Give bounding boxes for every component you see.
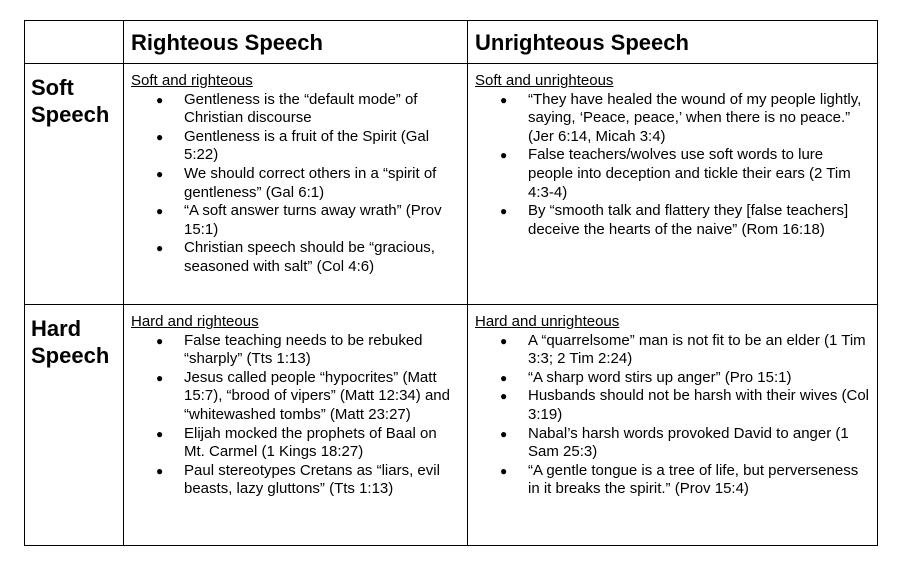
bullet-icon: ●: [500, 333, 508, 348]
bullet-list: [131, 91, 461, 277]
cell-subheading: Soft and unrighteous: [475, 72, 614, 89]
bullet-icon: ●: [156, 92, 164, 107]
column-header-righteous: [124, 21, 468, 64]
cell-subheading: Hard and righteous: [131, 313, 259, 330]
bullet-icon: ●: [156, 370, 164, 385]
cell-subheading: Soft and righteous: [131, 72, 253, 89]
column-header-label: Righteous Speech: [131, 30, 323, 55]
bullet-icon: ●: [156, 204, 164, 219]
list-item: ● Nabal’s harsh words provoked David to anger (1 Sam 25:3): [500, 424, 849, 461]
cell-subheading: Hard and unrighteous: [475, 313, 620, 330]
list-item: ● Gentleness is the “default mode” of Christian discourse: [156, 90, 418, 127]
bullet-icon: ●: [156, 129, 164, 144]
cell-content: [124, 64, 467, 277]
column-header-unrighteous: [468, 21, 878, 64]
bullet-list: [475, 332, 871, 499]
bullet-icon: ●: [500, 463, 508, 478]
bullet-icon: ●: [500, 148, 508, 163]
column-header-label: Unrighteous Speech: [475, 30, 689, 55]
cell-content: [124, 305, 467, 499]
cell-content: [468, 64, 877, 239]
cell-soft-righteous: [124, 64, 468, 305]
bullet-icon: ●: [500, 389, 508, 404]
corner-cell: [25, 21, 124, 64]
cell-content: [468, 305, 877, 499]
bullet-icon: ●: [156, 333, 164, 348]
bullet-list: [475, 91, 871, 240]
bullet-icon: ●: [156, 426, 164, 441]
list-item: ● False teaching needs to be rebuked “sharply” (Tts 1:13): [156, 331, 423, 368]
speech-comparison-table: [24, 20, 878, 546]
list-item: ● “A soft answer turns away wrath” (Prov 15:1): [156, 202, 442, 238]
hard-speech-row: [25, 305, 878, 546]
list-item: ● Paul stereotypes Cretans as “liars, evil beasts, lazy gluttons” (Tts 1:13): [156, 461, 440, 498]
bullet-icon: ●: [156, 166, 164, 181]
list-item: ● A “quarrelsome” man is not fit to be an elder (1 Tim 3:3; 2 Tim 2:24): [500, 331, 866, 368]
bullet-list: [131, 332, 461, 499]
row-header-hard: [25, 305, 124, 546]
row-header-label: Soft Speech: [31, 75, 110, 127]
bullet-icon: ●: [500, 426, 508, 441]
cell-soft-unrighteous: [468, 64, 878, 305]
list-item: ● “They have healed the wound of my people lightly, saying, ‘Peace, peace,’ when there is no peace.” (Jer 6:14, Micah 3:4): [500, 90, 862, 145]
list-item: ● “A gentle tongue is a tree of life, but perverseness in it breaks the spirit.” (Prov 15:4): [500, 461, 859, 498]
list-item: ● Christian speech should be “gracious, seasoned with salt” (Col 4:6): [156, 239, 435, 275]
list-item: ● “A sharp word stirs up anger” (Pro 15:1): [500, 368, 792, 386]
list-item: ● We should correct others in a “spirit of gentleness” (Gal 6:1): [156, 164, 437, 201]
soft-speech-row: [25, 64, 878, 305]
bullet-icon: ●: [156, 463, 164, 478]
list-item: ● Elijah mocked the prophets of Baal on Mt. Carmel (1 Kings 18:27): [156, 424, 437, 461]
list-item: ● Jesus called people “hypocrites” (Matt 15:7), “brood of vipers” (Matt 12:34) and “whitewashed tombs” (Matt 23:27): [156, 368, 450, 423]
bullet-icon: ●: [500, 370, 508, 385]
list-item: ● By “smooth talk and flattery they [false teachers] deceive the hearts of the naive” (Rom 16:18): [500, 202, 849, 238]
header-row: [25, 21, 878, 64]
list-item: ● Gentleness is a fruit of the Spirit (Gal 5:22): [156, 127, 430, 164]
row-header-label: Hard Speech: [31, 316, 110, 368]
cell-hard-righteous: [124, 305, 468, 546]
bullet-icon: ●: [156, 241, 164, 256]
bullet-icon: ●: [500, 204, 508, 219]
list-item: ● Husbands should not be harsh with their wives (Col 3:19): [500, 387, 870, 423]
cell-hard-unrighteous: [468, 305, 878, 546]
list-item: ● False teachers/wolves use soft words to lure people into deception and tickle their ears (2 Tim 4:3-4): [500, 146, 851, 201]
row-header-soft: [25, 64, 124, 305]
bullet-icon: ●: [500, 92, 508, 107]
